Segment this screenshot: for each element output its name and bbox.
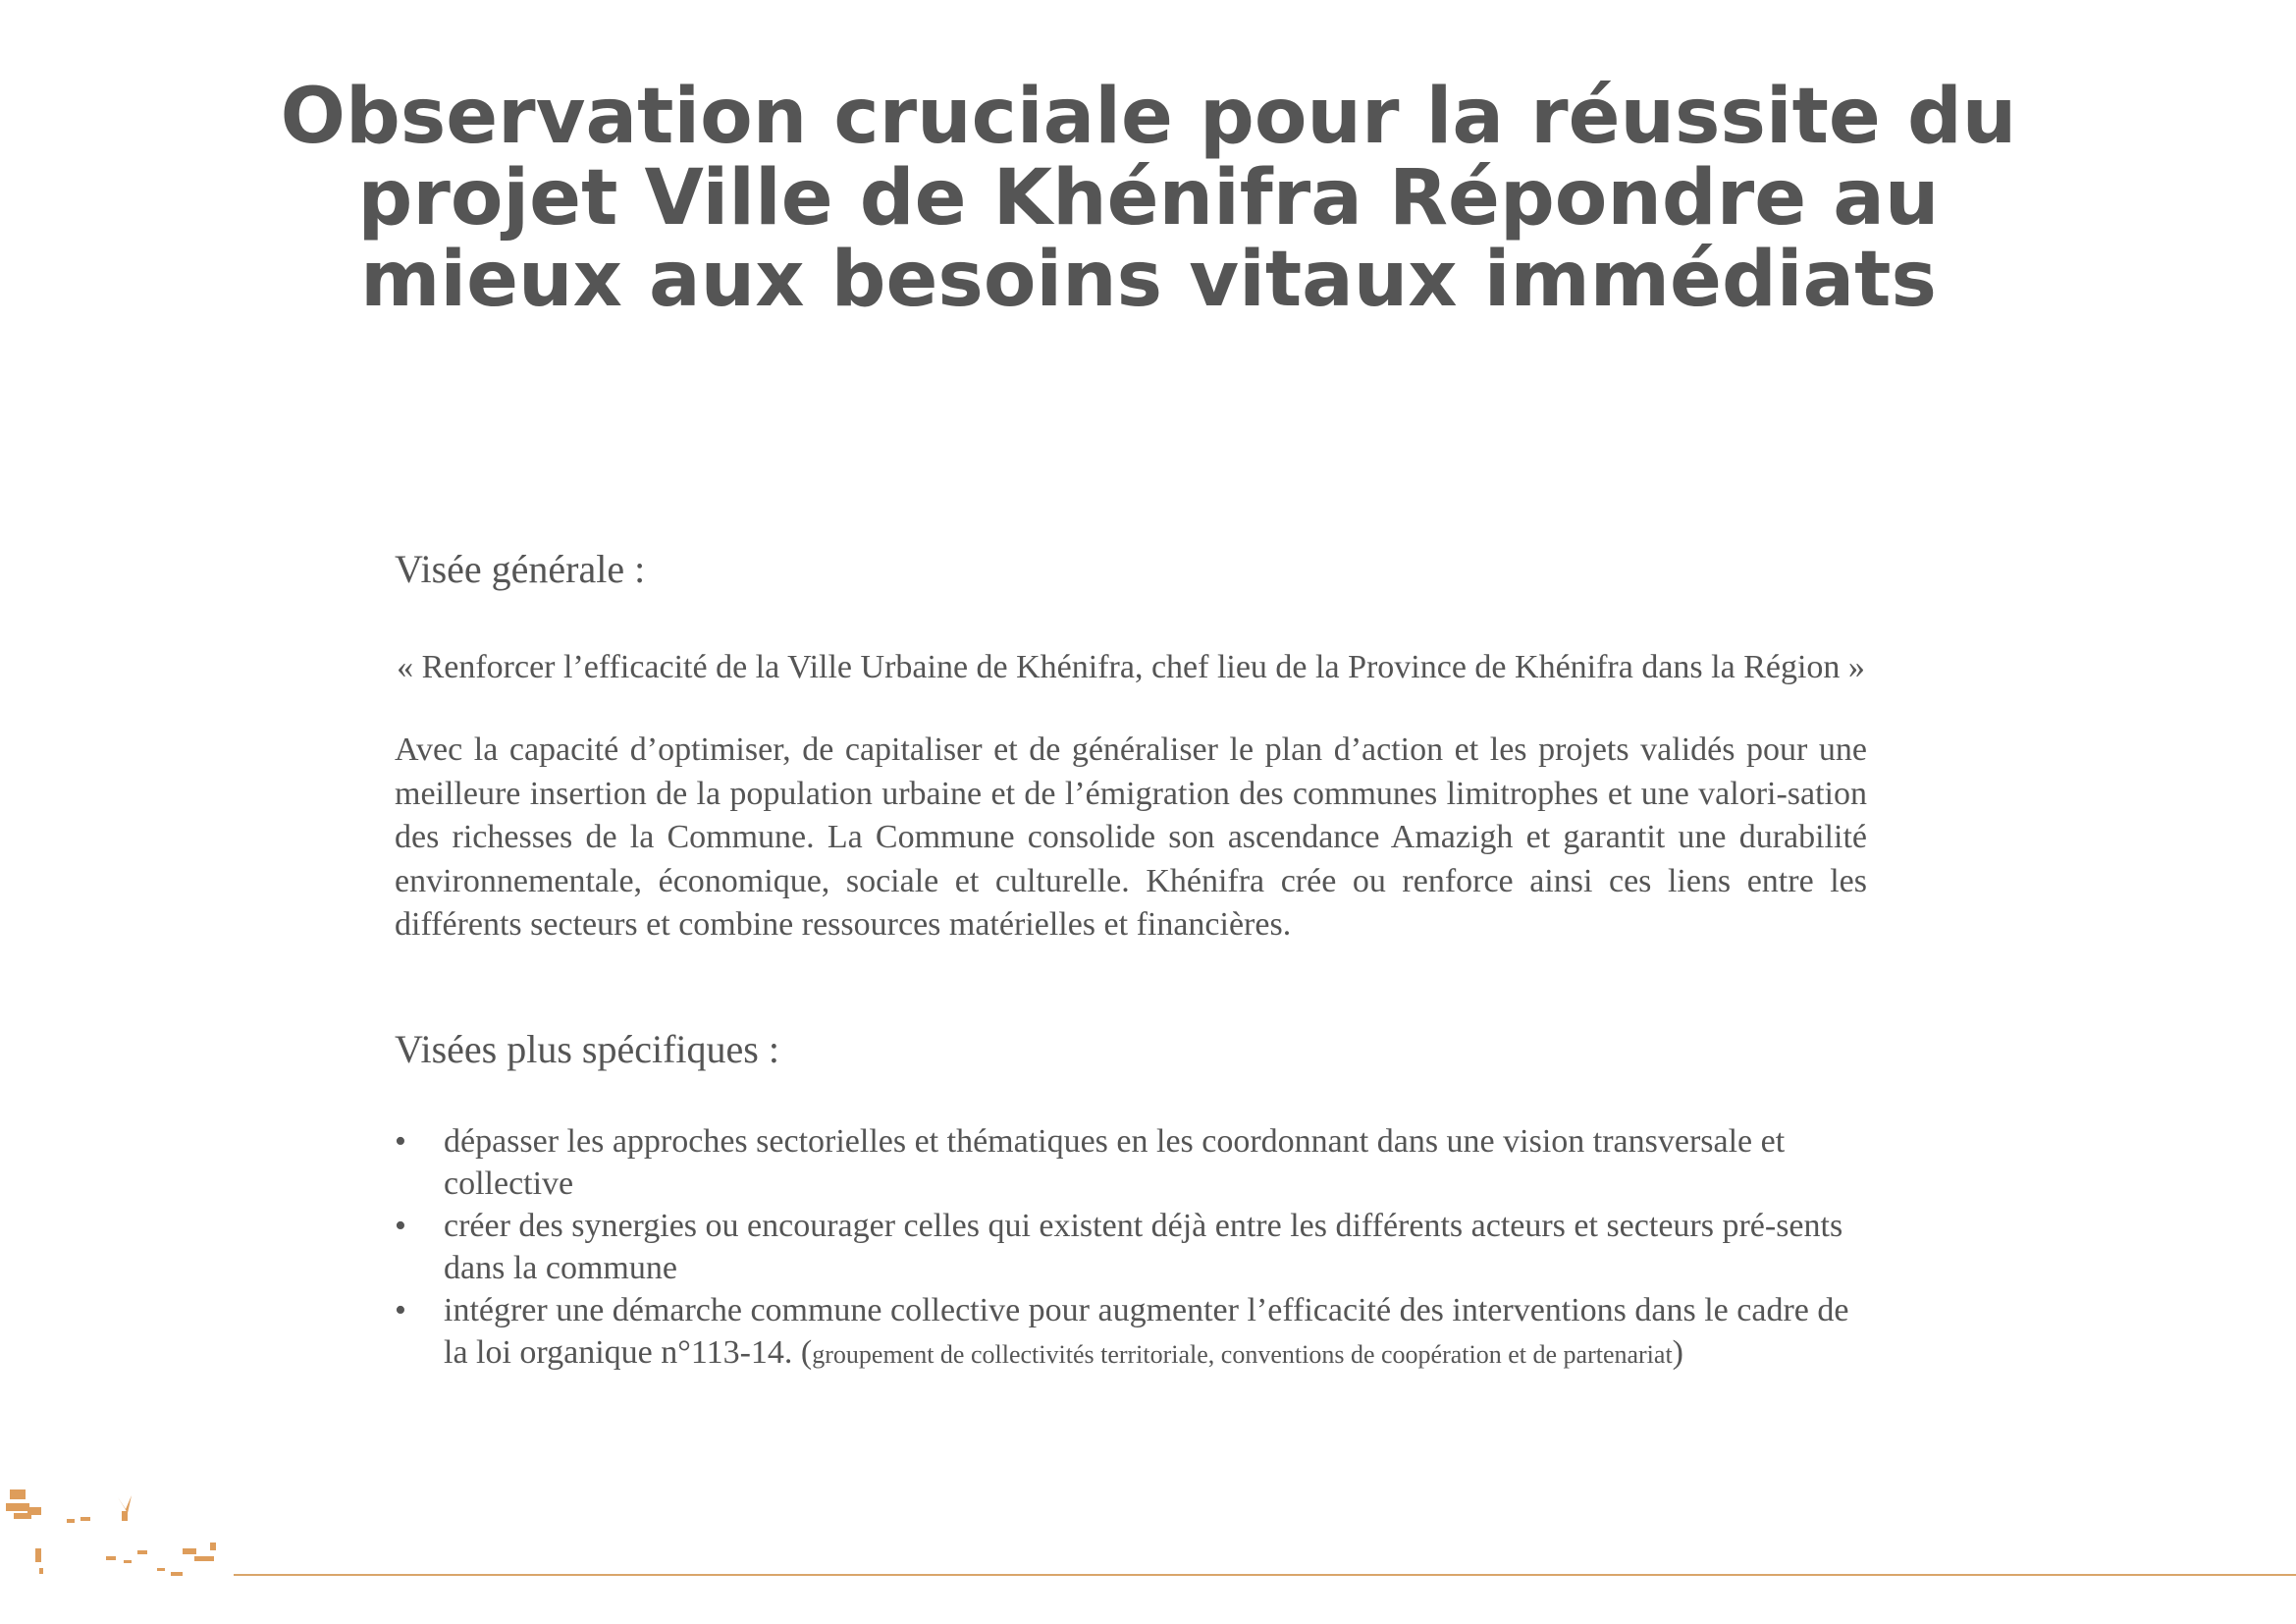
list-item-text: dépasser les approches sectorielles et thématiques en les coordonnant dans une vision transversale et collective — [444, 1122, 1786, 1202]
list-item-text: intégrer une démarche commune collective pour augmenter l’efficacité des interventions dans le cadre de la loi organique n°113-14. ( — [444, 1291, 1849, 1371]
logo-icon — [0, 1478, 236, 1624]
general-quote: « Renforcer l’efficacité de la Ville Urbaine de Khénifra, chef lieu de la Province de Khénifra dans la Région » — [397, 649, 1865, 685]
list-item — [395, 1120, 1867, 1205]
slide-content — [395, 538, 1867, 1376]
bullet-icon: • — [395, 1207, 406, 1244]
footer-divider — [234, 1574, 2296, 1576]
list-item — [395, 1289, 1867, 1376]
specific-heading: Visées plus spécifiques : — [395, 1026, 779, 1071]
list-item-note: groupement de collectivités territoriale, conventions de coopération et de partenariat — [812, 1339, 1673, 1369]
list-item-close: ) — [1672, 1333, 1683, 1371]
specific-list — [395, 1120, 1867, 1376]
list-item-text: créer des synergies ou encourager celles qui existent déjà entre les différents acteurs et secteurs pré-sents dans la commune — [444, 1207, 1843, 1286]
slide-title: Observation cruciale pour la réussite du projet Ville de Khénifra Répondre au mieux aux besoins vitaux immédiats — [280, 73, 2017, 324]
bullet-icon: • — [395, 1291, 406, 1328]
general-heading: Visée générale : — [395, 547, 646, 591]
bullet-icon: • — [395, 1122, 406, 1160]
general-paragraph: Avec la capacité d’optimiser, de capitaliser et de généraliser le plan d’action et les projets validés pour une meilleure insertion de la population urbaine et de l’émigration des communes limitrophes et une valori-sation des richesses de la Commune. La Commune consolide son ascendance Amazigh et garantit une durabilité environnementale, économique, sociale et culturelle. Khénifra crée ou renforce ainsi ces liens entre les différents secteurs et combine ressources matérielles et financières. — [395, 731, 1867, 943]
list-item — [395, 1205, 1867, 1289]
